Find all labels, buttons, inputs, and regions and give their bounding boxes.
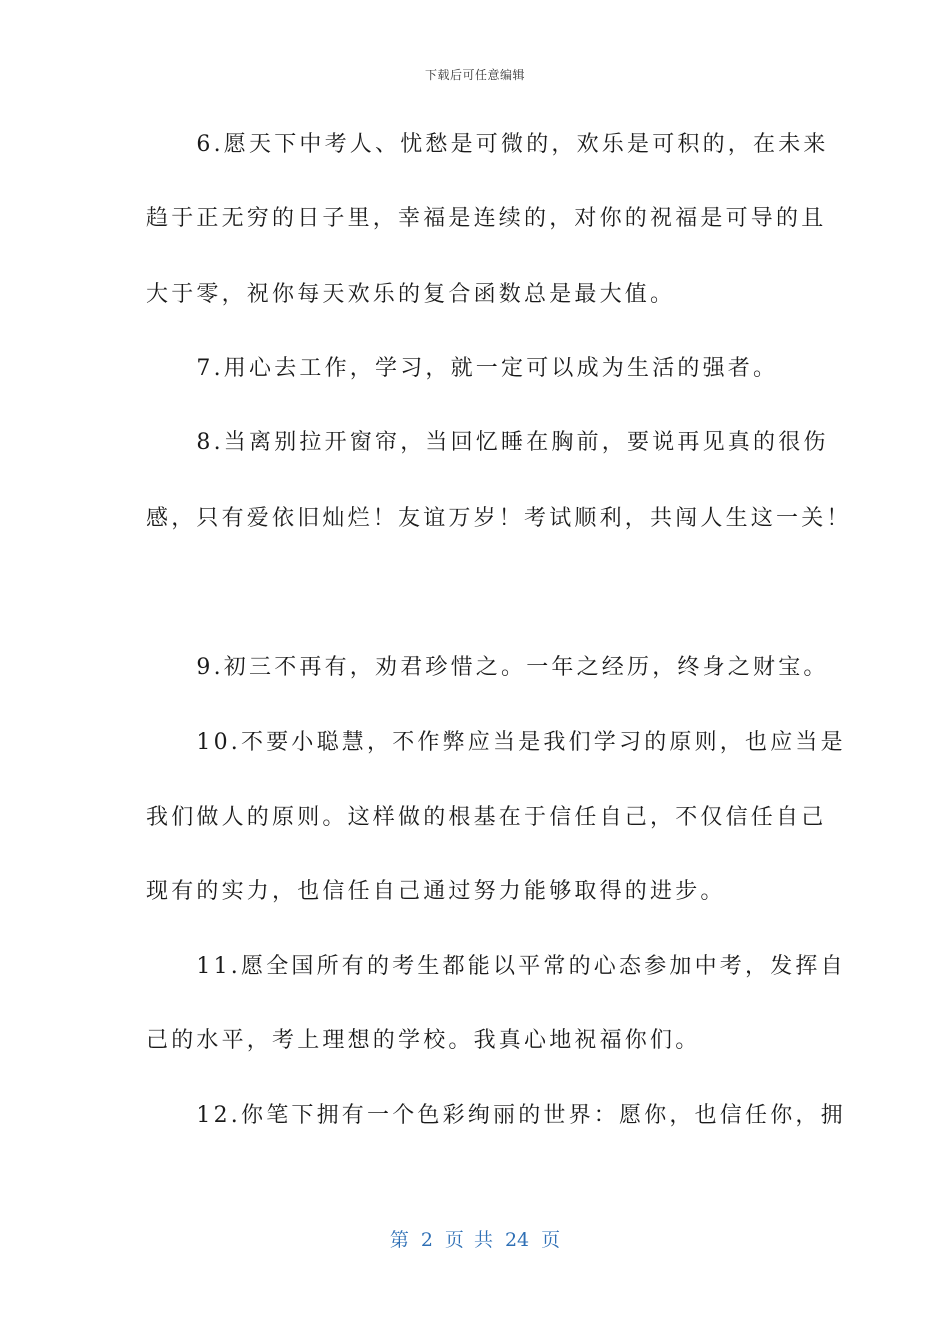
page-footer [0,1225,950,1252]
paragraph-11-line-2: 己的水平，考上理想的学校。我真心地祝福你们。 [146,1028,701,1053]
paragraph-6-line-1: 6.愿天下中考人、忧愁是可微的，欢乐是可积的，在未来 [146,132,829,157]
paragraph-10-line-2: 我们做人的原则。这样做的根基在于信任自己，不仅信任自己 [146,805,827,830]
paragraph-6-line-2: 趋于正无穷的日子里，幸福是连续的，对你的祝福是可导的且 [146,206,827,231]
footer-suffix: 页 [541,1229,561,1251]
paragraph-12-line-1: 12.你笔下拥有一个色彩绚丽的世界：愿你，也信任你，拥 [146,1103,846,1128]
footer-prefix: 第 [389,1229,409,1251]
paragraph-7-line-1: 7.用心去工作，学习，就一定可以成为生活的强者。 [146,356,779,381]
paragraph-10-line-3: 现有的实力，也信任自己通过努力能够取得的进步。 [146,879,726,904]
paragraph-6-line-3: 大于零，祝你每天欢乐的复合函数总是最大值。 [146,282,676,307]
footer-page-number: 2 [420,1229,433,1251]
paragraph-11-line-1: 11.愿全国所有的考生都能以平常的心态参加中考，发挥自 [146,954,846,979]
paragraph-10-line-1: 10.不要小聪慧，不作弊应当是我们学习的原则，也应当是 [146,730,846,755]
page-header: 下载后可任意编辑 [424,68,525,82]
paragraph-9-line-1: 9.初三不再有，劝君珍惜之。一年之经历，终身之财宝。 [146,655,829,680]
paragraph-8-line-1: 8.当离别拉开窗帘，当回忆睡在胸前，要说再见真的很伤 [146,430,829,455]
footer-middle: 页 共 [444,1229,493,1251]
paragraph-8-line-2: 感，只有爱依旧灿烂！友谊万岁！考试顺利，共闯人生这一关！ [146,506,852,531]
footer-total-pages: 24 [504,1229,530,1251]
